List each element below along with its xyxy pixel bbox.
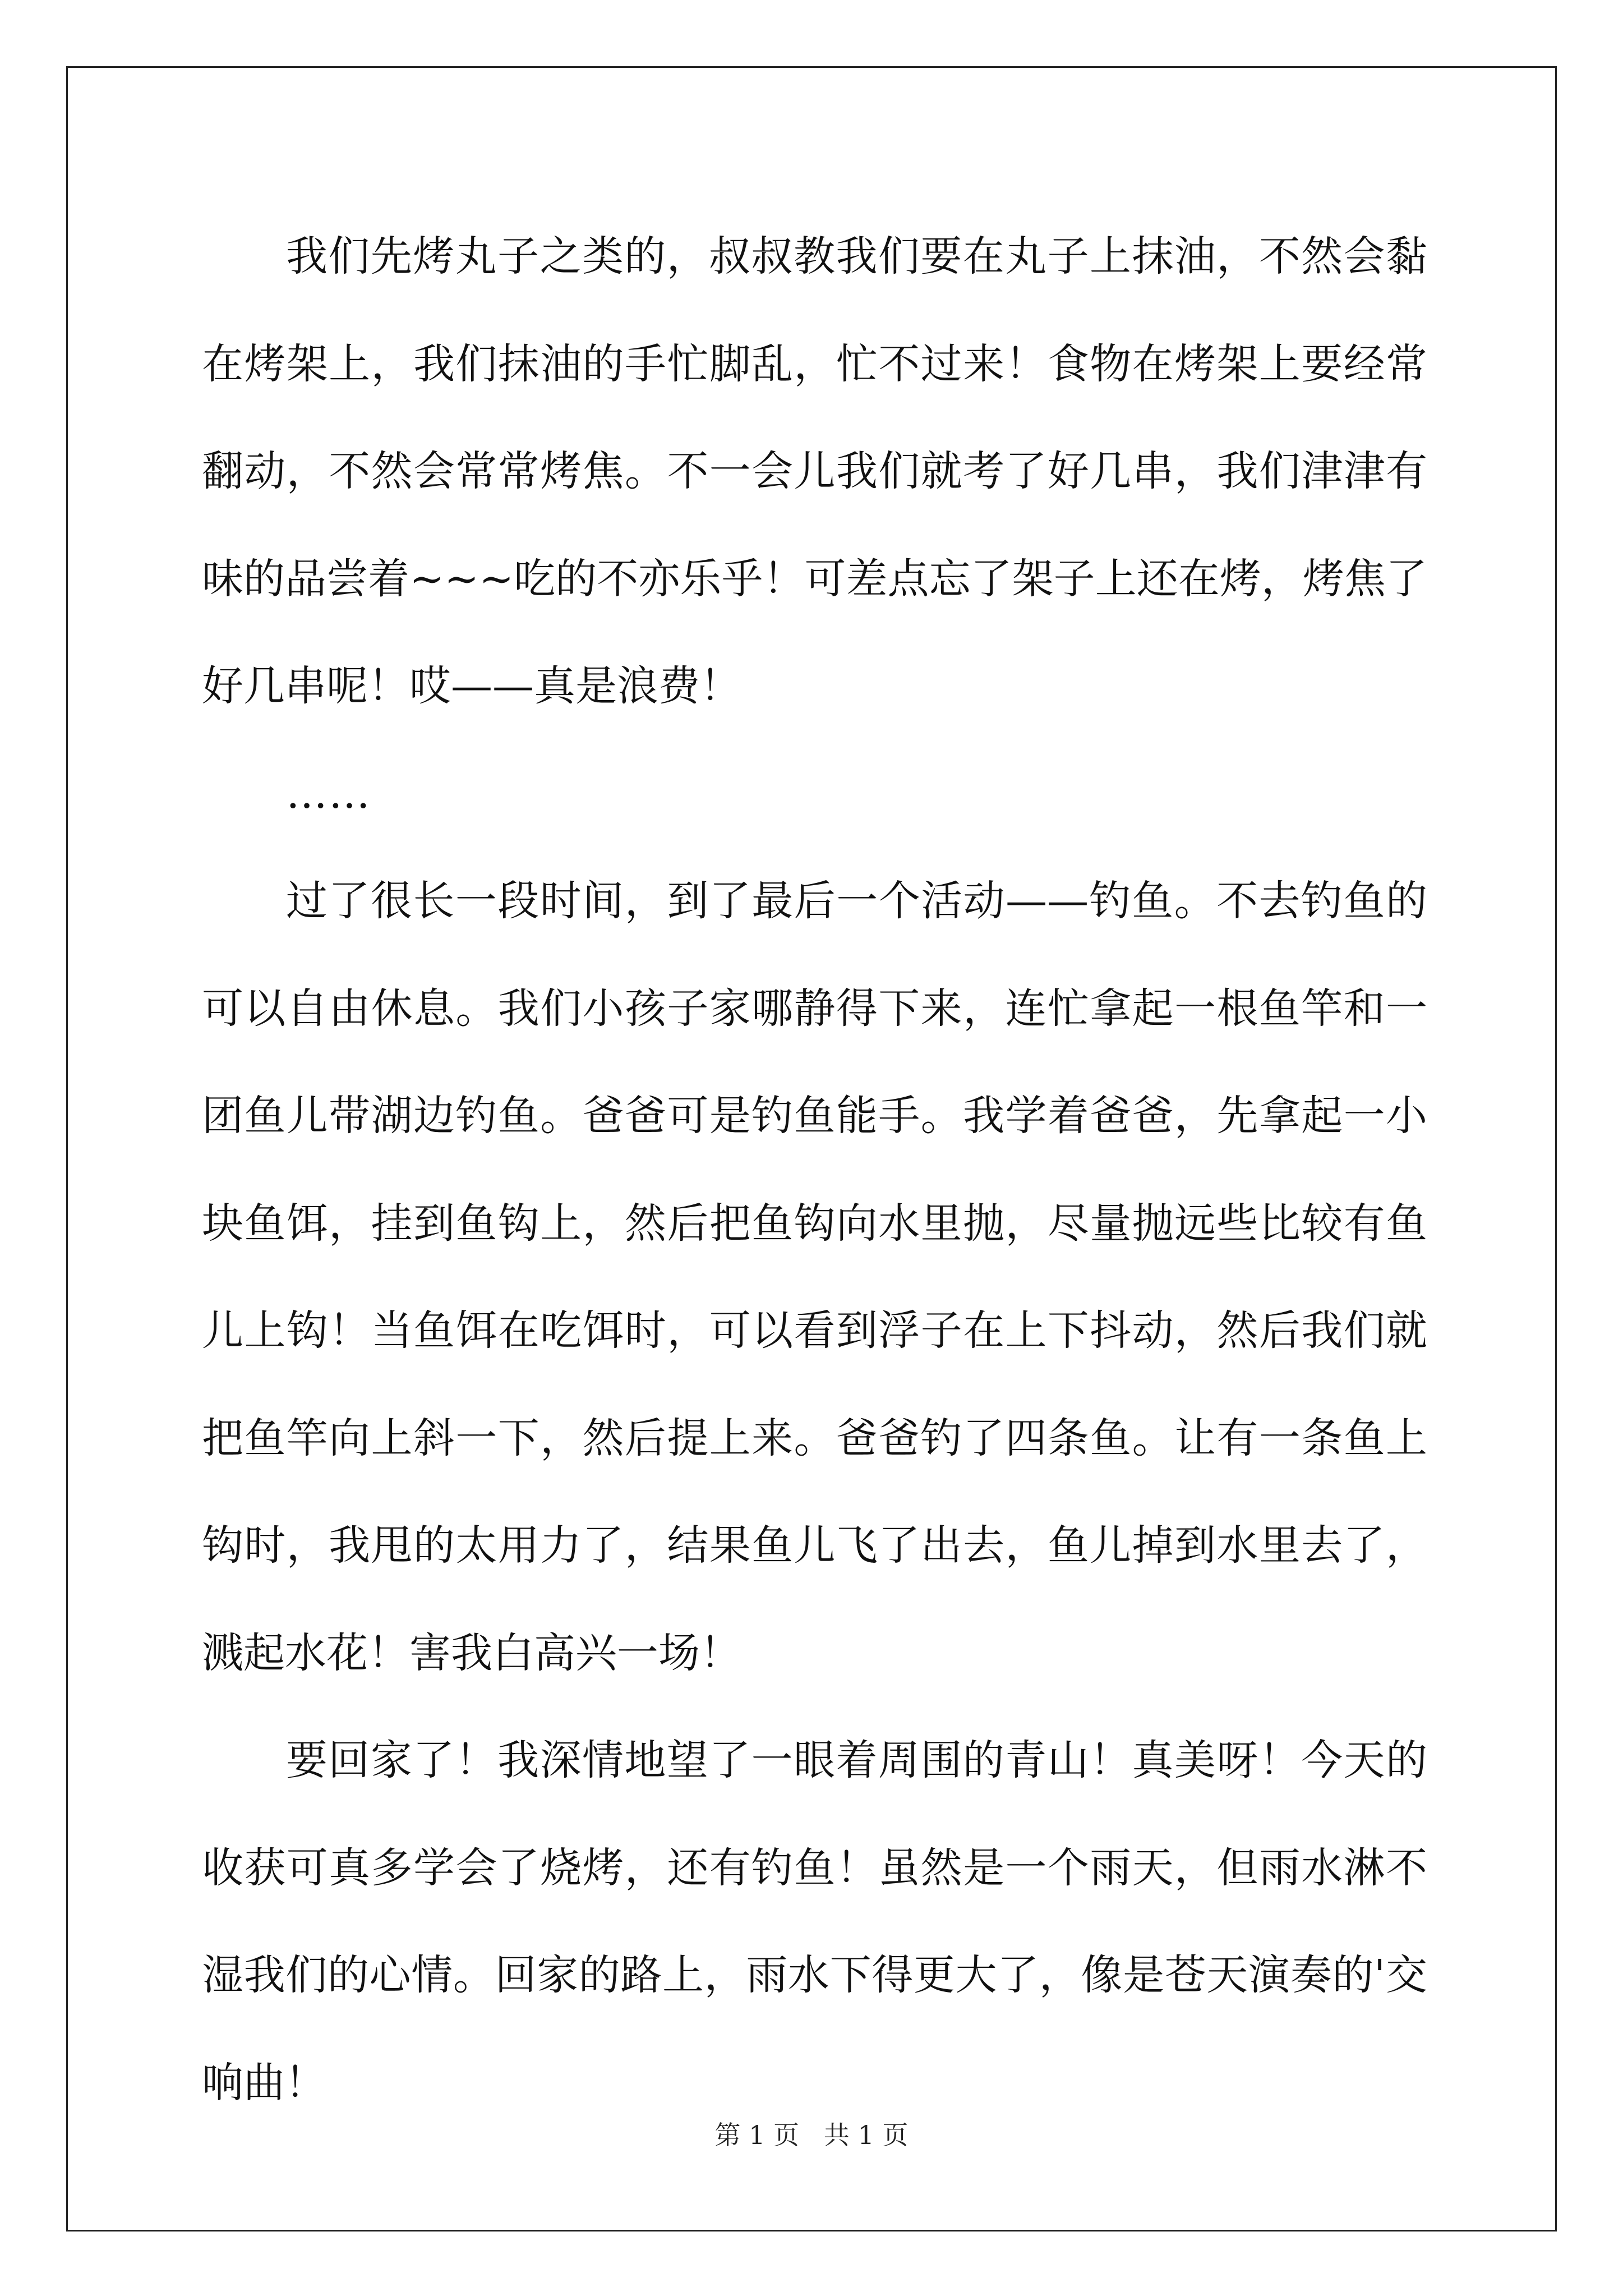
paragraph-ellipsis: …… — [286, 769, 371, 818]
page-footer: 第 1 页 共 1 页 — [714, 2120, 909, 2150]
paragraph-barbecue: 我们先烤丸子之类的，叔叔教我们要在丸子上抹油，不然会黏在烤架上，我们抹油的手忙脚乱，忙不过来！食物在烤架上要经常翻动，不然会常常烤焦。不一会儿我们就考了好几串，我们津津有味的品尝着~~~吃的不亦乐乎！可差点忘了架子上还在烤，烤焦了好几串呢！哎——真是浪费！ — [202, 232, 1427, 710]
document-body — [202, 203, 1427, 2137]
paragraph-going-home: 要回家了！我深情地望了一眼着周围的青山！真美呀！今天的收获可真多学会了烧烤，还有钓鱼！虽然是一个雨天，但雨水淋不湿我们的心情。回家的路上，雨水下得更大了，像是苍天演奏的'交响曲！ — [202, 1736, 1427, 2107]
paragraph-fishing: 过了很长一段时间，到了最后一个活动——钓鱼。不去钓鱼的可以自由休息。我们小孩子家哪静得下来，连忙拿起一根鱼竿和一团鱼儿带湖边钓鱼。爸爸可是钓鱼能手。我学着爸爸，先拿起一小块鱼饵，挂到鱼钩上，然后把鱼钩向水里抛，尽量抛远些比较有鱼儿上钩！当鱼饵在吃饵时，可以看到浮子在上下抖动，然后我们就把鱼竿向上斜一下，然后提上来。爸爸钓了四条鱼。让有一条鱼上钩时，我甩的太用力了，结果鱼儿飞了出去，鱼儿掉到水里去了，溅起水花！害我白高兴一场！ — [202, 877, 1427, 1677]
